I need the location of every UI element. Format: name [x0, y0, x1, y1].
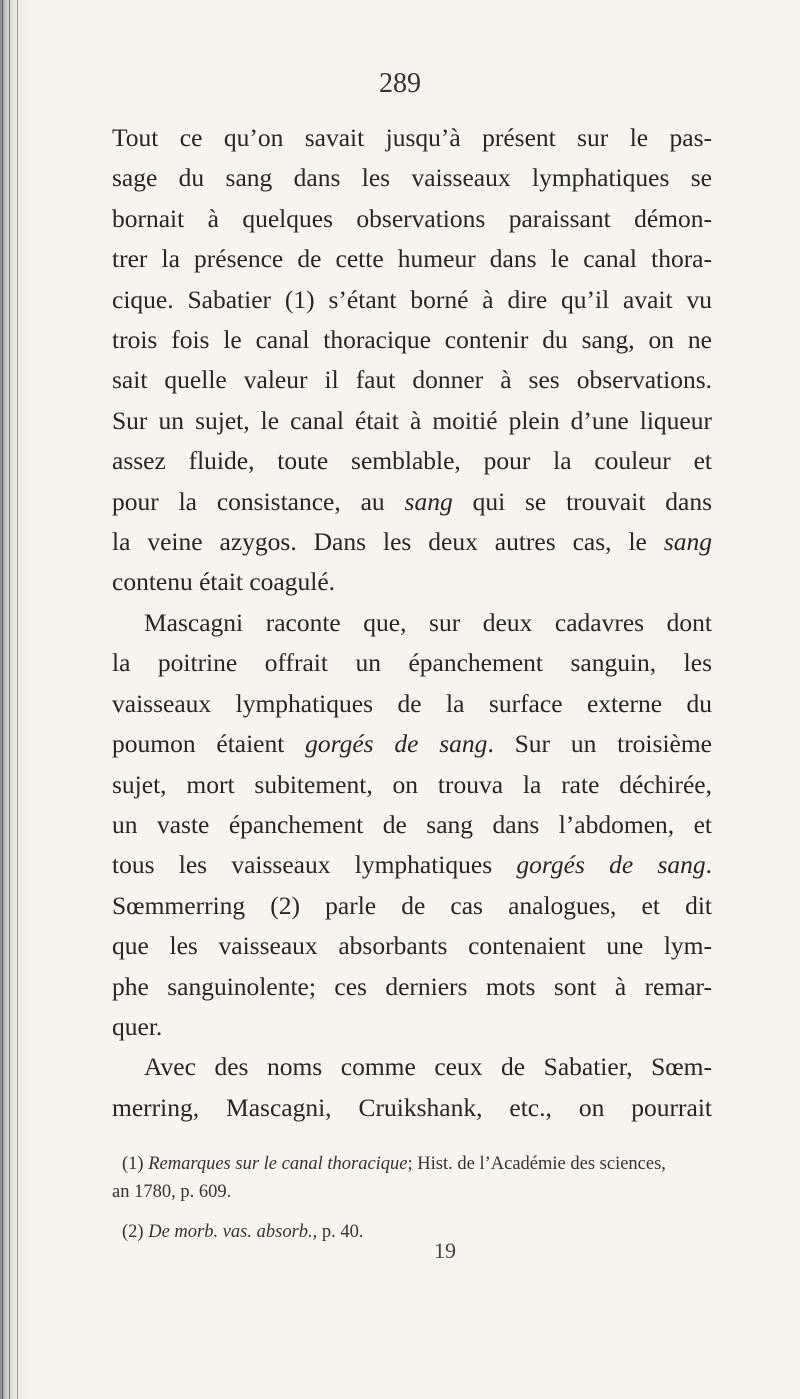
text-segment: pour la consistance, au — [112, 486, 385, 516]
text-line: quer. — [112, 1011, 163, 1041]
text-line: bornait à quelques observations paraissant démon- — [112, 203, 712, 233]
text-line: Tout ce qu’on savait jusqu’à présent sur le pas- — [112, 123, 712, 152]
text-line: que les vaisseaux absorbants contenaient une lym- — [112, 931, 712, 961]
text-segment: la veine azygos. Dans les deux autres cas, le — [112, 527, 647, 557]
signature-mark: 19 — [434, 1238, 456, 1263]
text-line: sujet, mort subitement, on trouva la rate déchirée, — [112, 769, 712, 799]
text-line: cique. Sabatier (1) s’étant borné à dire qu’il avait vu — [112, 284, 712, 314]
italic-phrase: gorgés de sang — [305, 729, 488, 759]
text-segment: poumon étaient — [112, 729, 285, 759]
binding-gutter — [0, 0, 34, 1399]
text-line: Sœmmerring (2) parle de cas analogues, et dit — [112, 890, 712, 920]
text-line: vaisseaux lymphatiques de la surface externe du — [112, 688, 712, 718]
text-line: sage du sang dans les vaisseaux lymphatiques se — [112, 163, 712, 193]
italic-phrase: gorgés de sang — [516, 850, 706, 880]
text-line — [112, 845, 712, 885]
italic-word: sang — [663, 527, 713, 557]
text-segment: tous les vaisseaux lymphatiques — [112, 850, 493, 880]
footnotes — [112, 1150, 712, 1246]
text-segment: . Sur un troisième — [487, 729, 712, 759]
text-line: assez fluide, toute semblable, pour la couleur et — [112, 446, 712, 476]
text-line: merring, Mascagni, Cruikshank, etc., on pourrait — [112, 1092, 712, 1122]
body-text — [112, 118, 712, 1128]
text-line: Mascagni raconte que, sur deux cadavres dont — [144, 607, 712, 637]
text-line: phe sanguinolente; ces derniers mots sont à remar- — [112, 971, 712, 1001]
text-line: contenu était coagulé. — [112, 567, 336, 597]
text-line — [112, 724, 712, 764]
text-segment: . — [705, 850, 713, 880]
text-line — [112, 482, 712, 522]
text-line: la poitrine offrait un épanchement sanguin, les — [112, 648, 712, 678]
text-line: trois fois le canal thoracique contenir du sang, on ne — [112, 325, 712, 355]
footnote-title: Remarques sur le canal thoracique — [148, 1154, 408, 1174]
page-number: 289 — [379, 68, 421, 99]
text-line: sait quelle valeur il faut donner à ses observations. — [112, 365, 712, 395]
footnote-2 — [112, 1218, 712, 1246]
text-line: Sur un sujet, le canal était à moitié plein d’une liqueur — [112, 405, 712, 435]
italic-word: sang — [404, 486, 453, 516]
gutter-line — [2, 0, 3, 1399]
footnote-text: , p. 40. — [312, 1222, 364, 1242]
footnote-1 — [112, 1150, 712, 1178]
footnote-text: ; Hist. de l’Académie des sciences, — [407, 1154, 666, 1174]
text-line: Avec des noms comme ceux de Sabatier, Sœm- — [144, 1052, 712, 1082]
gutter-line — [9, 0, 10, 1399]
footnote-marker: (2) — [122, 1222, 144, 1242]
text-segment: qui se trouvait dans — [472, 486, 713, 516]
footnote-marker: (1) — [122, 1154, 144, 1174]
gutter-line — [17, 0, 18, 1399]
text-line: un vaste épanchement de sang dans l’abdomen, et — [112, 809, 712, 839]
text-line: trer la présence de cette humeur dans le canal thora- — [112, 244, 712, 274]
text-line — [112, 522, 712, 562]
footnote-title: De morb. vas. absorb. — [148, 1222, 313, 1242]
footnote-1-continuation: an 1780, p. 609. — [112, 1182, 232, 1202]
